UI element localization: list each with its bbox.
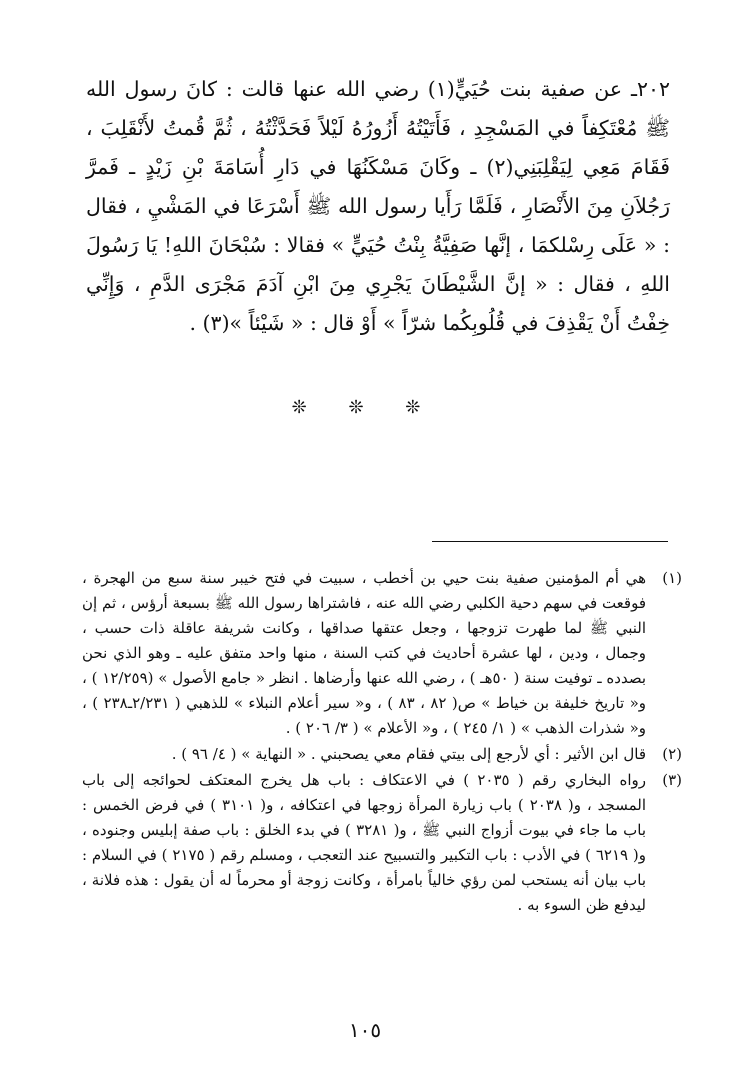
footnote-text: هي أم المؤمنين صفية بنت حيي بن أخطب ، سبيت في فتح خيبر سنة سبع من الهجرة ، فوقعت في سهم دحية الكلبي رضي الله عنه ، فاشتراها رسول الله ﷺ بسبعة أرؤس ، ثم إن النبي ﷺ لما طهرت تزوجها ، وجعل عتقها صداقها ، وكانت شريفة عاقلة ذات حسب ، وجمال ، ودين ، لها عشرة أحاديث في كتب السنة ، منها واحد متفق عليه ـ وهو الذي نحن بصدده ـ توفيت سنة ( ٥٠هـ ) ، رضي الله عنها وأرضاها . انظر « جامع الأصول » (١٢/٢٥٩ ) ، و« تاريخ خليفة بن خياط » ص( ٨٢ ، ٨٣ ) ، و« سير أعلام النبلاء » للذهبي ( ٢/٢٣١ـ٢٣٨ ) ، و« شذرات الذهب » ( ١/ ٢٤٥ ) ، و« الأعلام » ( ٣/ ٢٠٦ ) . (82, 569, 647, 737)
footnotes (82, 566, 682, 919)
footnote-divider (432, 541, 668, 542)
footnote-1 (82, 566, 682, 741)
footnote-number: (٣) (662, 771, 682, 789)
hadith-paragraph: ٢٠٢ـ عن صفية بنت حُيَيٍّ(١) رضي الله عنها قالت : كانَ رسول الله ﷺ مُعْتَكِفاً في المَسْجِدِ ، فَأَتَيْتُهُ أَزُورُهُ لَيْلاً فَحَدَّثْتُهُ ، ثُمَّ قُمتُ لأَنْقَلِبَ ، فَقَامَ مَعِي لِيَقْلِبَنِي(٢) ـ وكَانَ مَسْكَنُهَا في دَارِ أُسَامَةَ بْنِ زَيْدٍ ـ فَمرَّ رَجُلاَنِ مِنَ الأَنْصَارِ ، فَلَمَّا رَأَيا رسول الله ﷺ أَسْرَعَا في المَشْيِ ، فقال : « عَلَى رِسْلكمَا ، إنَّها صَفِيَّةُ بِنْتُ حُيَيٍّ » فقالا : سُبْحَانَ اللهِ! يَا رَسُولَ اللهِ ، فقال : « إنَّ الشَّيْطَانَ يَجْرِي مِنَ ابْنِ آدَمَ مَجْرَى الدَّمِ ، وَإِنِّي خِفْتُ أَنْ يَقْذِفَ في قُلُوبِكُما شرّاً » أَوْ قال : « شَيْئاً »(٣) . (86, 77, 670, 335)
footnote-text: رواه البخاري رقم ( ٢٠٣٥ ) في الاعتكاف : باب هل يخرج المعتكف لحوائجه إلى باب المسجد ، و( ٢٠٣٨ ) باب زيارة المرأة زوجها في اعتكافه ، و( ٣١٠١ ) في فرض الخمس : باب ما جاء في بيوت أزواج النبي ﷺ ، و( ٣٢٨١ ) في بدء الخلق : باب صفة إبليس وجنوده ، و( ٦٢١٩ ) في الأدب : باب التكبير والتسبيح عند التعجب ، ومسلم رقم ( ٢١٧٥ ) في السلام : باب بيان أنه يستحب لمن رؤي خالياً بامرأة ، وكانت زوجة أو محرماً له أن يقول : هذه فلانة ، ليدفع ظن السوء به . (82, 771, 647, 914)
footnote-2 (82, 742, 682, 767)
page-number: ١٠٥ (348, 1018, 382, 1042)
hadith-block (86, 70, 670, 343)
section-separator: ❊ ❊ ❊ (291, 397, 439, 418)
footnote-text: قال ابن الأثير : أي لأرجع إلى بيتي فقام معي يصحبني . « النهاية » ( ٤/ ٩٦ ) . (171, 745, 646, 763)
footnote-3 (82, 768, 682, 918)
footnote-number: (٢) (662, 745, 682, 763)
footnote-number: (١) (662, 569, 682, 587)
